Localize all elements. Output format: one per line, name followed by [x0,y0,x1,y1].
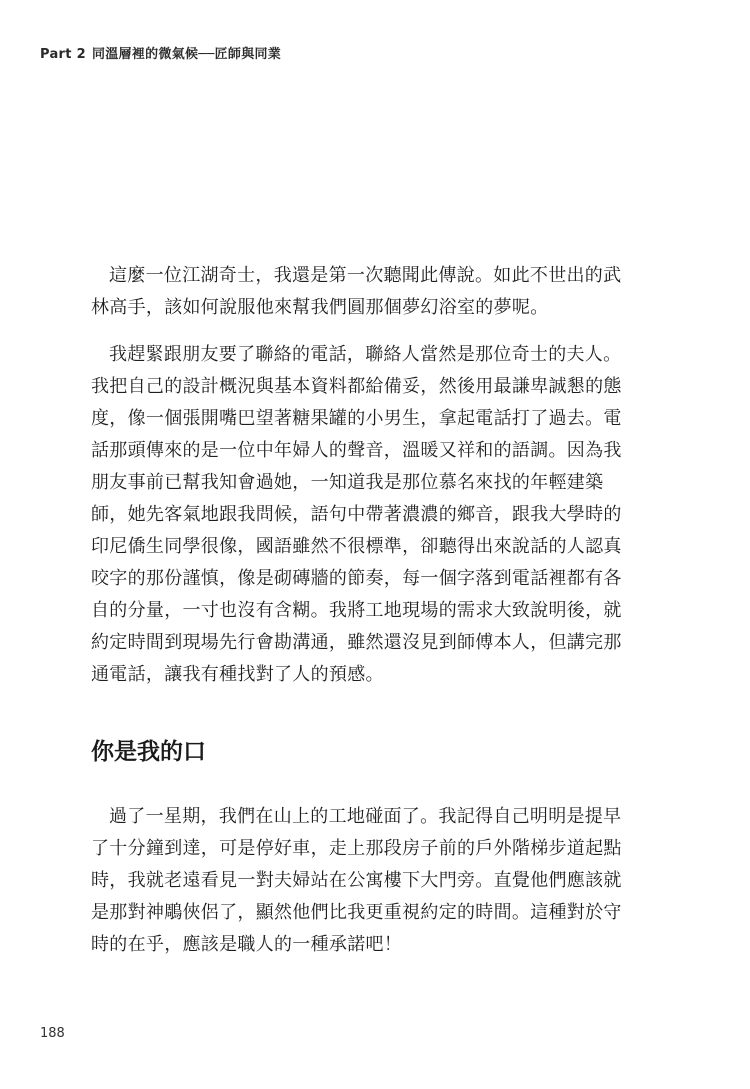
paragraph: 這麼一位江湖奇士，我還是第一次聽聞此傳說。如此不世出的武林高手，該如何說服他來幫我們圓那個夢幻浴室的夢呢。 [91,265,622,318]
page-number: 188 [40,1026,65,1041]
paragraph: 我趕緊跟朋友要了聯絡的電話，聯絡人當然是那位奇士的夫人。我把自己的設計概況與基本資料都給備妥，然後用最謙卑誠懇的態度，像一個張開嘴巴望著糖果罐的小男生，拿起電話打了過去。電話那頭傳來的是一位中年婦人的聲音，溫暖又祥和的語調。因為我朋友事前已幫我知會過她，一知道我是那位慕名來找的年輕建築師，她先客氣地跟我問候，語句中帶著濃濃的鄉音，跟我大學時的印尼僑生同學很像，國語雖然不很標準，卻聽得出來說話的人認真咬字的那份謹慎，像是砌磚牆的節奏，每一個字落到電話裡都有各自的分量，一寸也沒有含糊。我將工地現場的需求大致說明後，就約定時間到現場先行會勘溝通，雖然還沒見到師傅本人，但講完那通電話，讓我有種找對了人的預感。 [91,344,622,685]
running-header [40,46,281,64]
body-text-block [91,339,631,691]
body-text-block [91,260,631,324]
paragraph: 過了一星期，我們在山上的工地碰面了。我記得自己明明是提早了十分鐘到達，可是停好車，走上那段房子前的戶外階梯步道起點時，我就老遠看見一對夫婦站在公寓樓下大門旁。直覺他們應該就是那對神鵰俠侶了，顯然他們比我更重視約定的時間。這種對於守時的在乎，應該是職人的一種承諾吧！ [91,806,622,955]
part-label: Part 2 [40,47,86,62]
body-text-block [91,801,631,961]
section-heading: 你是我的口 [91,739,206,765]
chapter-title: 同溫層裡的微氣候──匠師與同業 [91,47,282,62]
